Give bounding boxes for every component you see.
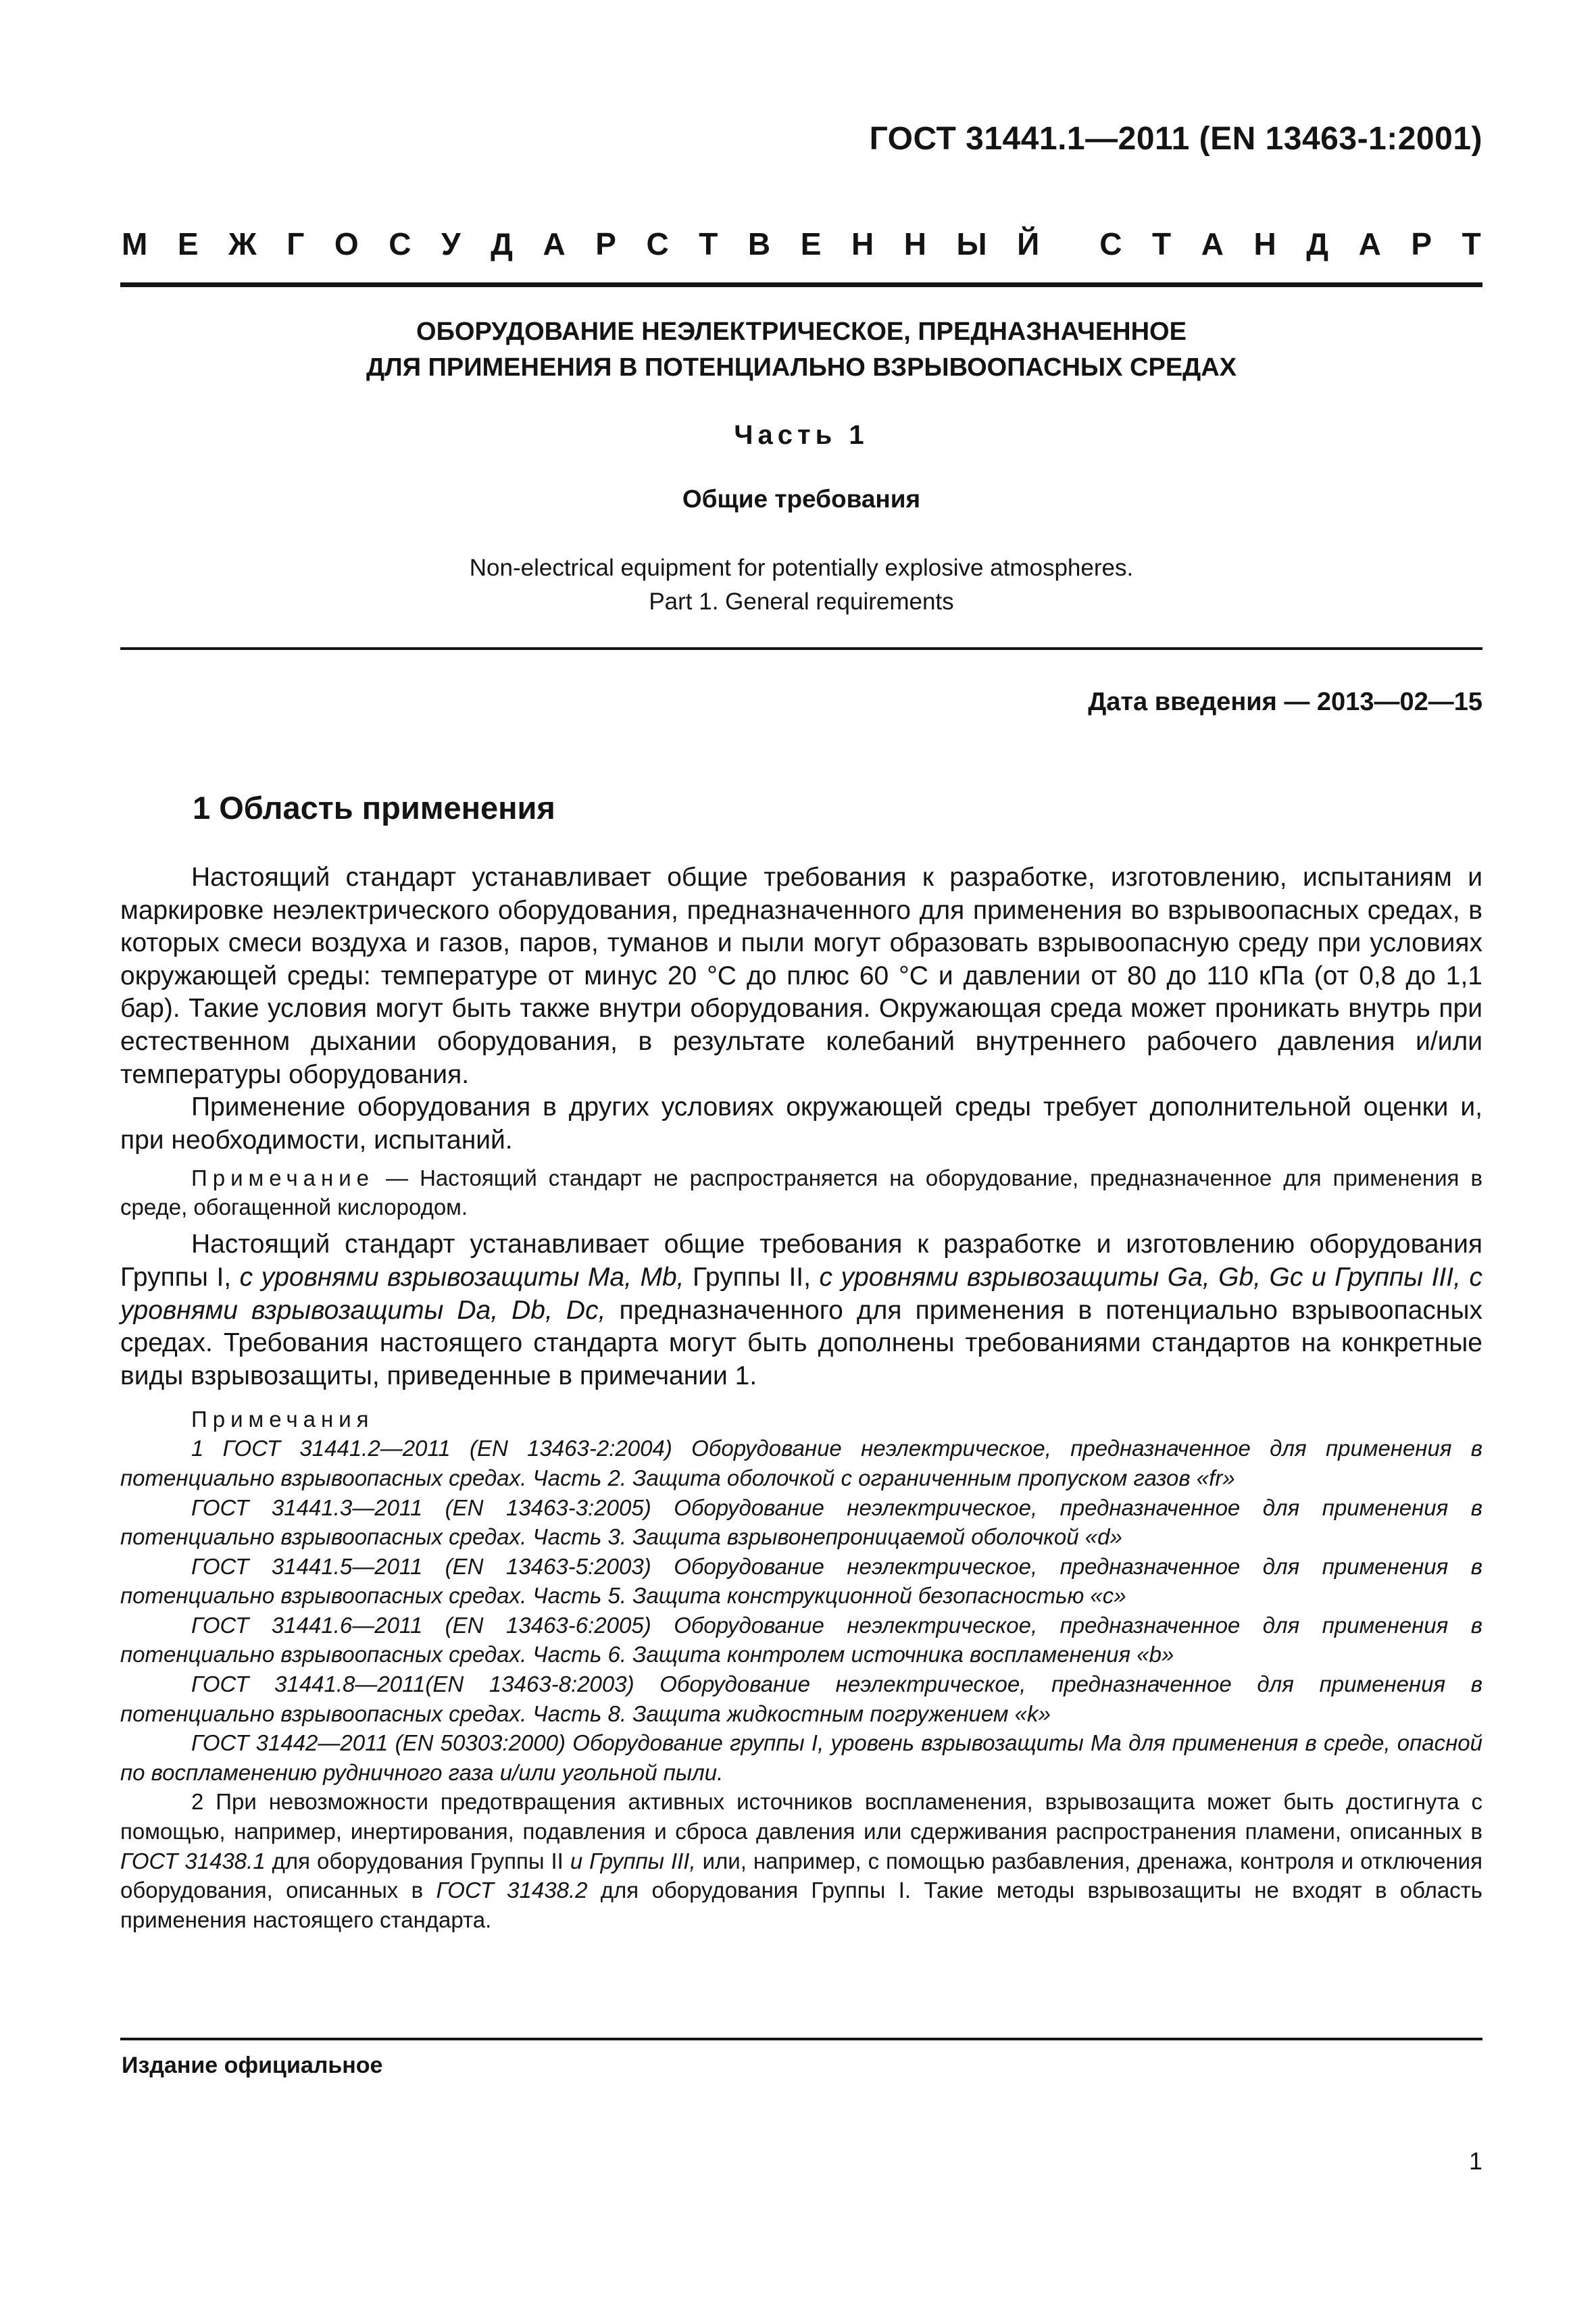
- paragraph: Настоящий стандарт устанавливает общие требования к разработке, изготовлению, испытаниям и маркировке неэлектрического оборудования, предназначенного для применения во взрывоопасных средах, в которых смеси воздуха и газов, паров, туманов и пыли могут образовать взрывоопасную среду при условиях окружающей среды: температуре от минус 20 °C до плюс 60 °C и давлении от 80 до 110 кПа (от 0,8 до 1,1 бар). Такие условия могут быть также внутри оборудования. Окружающая среда может проникать внутрь при естественном дыхании оборудования, в результате колебаний внутреннего рабочего давления и/или температуры оборудования.: [120, 863, 1482, 1089]
- paragraph: Применение оборудования в других условиях окружающей среды требует дополнительной оценки и, при необходимости, испытаний.: [120, 1092, 1482, 1155]
- banner-letter: Т: [1152, 226, 1172, 261]
- banner-letter: Н: [1253, 226, 1276, 261]
- reference-item: ГОСТ 31442—2011 (EN 50303:2000) Оборудование группы I, уровень взрывозащиты Ma для применения в среде, опасной по воспламенению рудничного газа и/или угольной пыли.: [120, 1730, 1482, 1785]
- banner-letter: А: [1201, 226, 1224, 261]
- gost-code: ГОСТ 31441.1—2011 (EN 13463-1:2001): [869, 121, 1482, 157]
- section-body: [120, 861, 1482, 1934]
- page-number: 1: [1468, 2147, 1482, 2175]
- reference-item: ГОСТ 31441.6—2011 (EN 13463-6:2005) Оборудование неэлектрическое, предназначенное для применения в потенциально взрывоопасных средах. Часть 6. Защита контролем источника воспламенения «b»: [120, 1612, 1482, 1667]
- note-text: — Настоящий стандарт не распространяется на оборудование, предназначенное для применения в среде, обогащенной кислородом.: [120, 1165, 1482, 1220]
- banner-letter: Д: [491, 226, 513, 261]
- banner-letter: А: [543, 226, 566, 261]
- english-title-line: Part 1. General requirements: [649, 588, 954, 615]
- text-run: 2 При невозможности предотвращения активных источников воспламенения, взрывозащита может быть достигнута с помощью, например, инертирования, подавления и сброса давления или сдерживания распространения пламени, описанных в: [120, 1789, 1482, 1844]
- reference-item: ГОСТ 31441.3—2011 (EN 13463-3:2005) Оборудование неэлектрическое, предназначенное для применения в потенциально взрывоопасных средах. Часть 3. Защита взрывонепроницаемой оболочкой «d»: [120, 1494, 1482, 1550]
- banner-letter: А: [1358, 226, 1381, 261]
- banner-letter: Т: [699, 226, 718, 261]
- banner-letter: М: [122, 226, 148, 261]
- english-title-line: Non-electrical equipment for potentially explosive atmospheres.: [469, 555, 1134, 581]
- text-run: или, например, с помощью разбавления, дренажа, контроля и отключения оборудования, описанных в: [120, 1848, 1482, 1903]
- banner-letter: Г: [286, 226, 305, 261]
- english-title: [120, 551, 1482, 619]
- title-line: ОБОРУДОВАНИЕ НЕЭЛЕКТРИЧЕСКОЕ, ПРЕДНАЗНАЧЕННОЕ: [416, 318, 1187, 346]
- banner-letter: Р: [1411, 226, 1432, 261]
- banner-letter: С: [646, 226, 669, 261]
- banner-letter: Н: [851, 226, 874, 261]
- footer-divider: [120, 2038, 1482, 2040]
- banner-letter: Й: [1017, 226, 1040, 261]
- banner-letter: Д: [1306, 226, 1329, 261]
- banner-letter: С: [1099, 226, 1122, 261]
- introduction-date: Дата введения — 2013—02—15: [1088, 688, 1482, 716]
- banner-letter: У: [441, 226, 461, 261]
- part-label: Часть 1: [734, 420, 869, 450]
- text-run: для оборудования Группы I. Такие методы взрывозащиты не входят в область применения настоящего стандарта.: [120, 1878, 1482, 1932]
- text-run: для оборудования Группы II: [265, 1848, 570, 1873]
- interstate-standard-banner: [122, 226, 1481, 262]
- section-heading: 1 Область применения: [193, 790, 555, 826]
- paragraph: [120, 1228, 1482, 1392]
- notes-heading: Примечания: [191, 1407, 374, 1432]
- note-label: Примечание: [191, 1165, 375, 1191]
- banner-letter: Р: [595, 226, 616, 261]
- header-divider: [120, 282, 1482, 287]
- subtitle: Общие требования: [682, 485, 921, 513]
- banner-letter: Т: [1462, 226, 1481, 261]
- text-run-italic: ГОСТ 31438.1: [120, 1848, 266, 1873]
- reference-item: ГОСТ 31441.8—2011(EN 13463-8:2003) Оборудование неэлектрическое, предназначенное для применения в потенциально взрывоопасных средах. Часть 8. Защита жидкостным погружением «k»: [120, 1671, 1482, 1726]
- banner-letter: Н: [903, 226, 926, 261]
- reference-item: ГОСТ 31441.5—2011 (EN 13463-5:2003) Оборудование неэлектрическое, предназначенное для применения в потенциально взрывоопасных средах. Часть 5. Защита конструкционной безопасностью «c»: [120, 1553, 1482, 1609]
- note-2: [120, 1787, 1482, 1934]
- banner-letter: Е: [800, 226, 822, 261]
- note: [120, 1163, 1482, 1222]
- text-run-italic: ГОСТ 31438.2: [436, 1878, 588, 1903]
- text-run-italic: с уровнями взрывозащиты Ga, Gb, Gc и Группы III, с уровнями взрывозащиты Da, Db, Dc,: [120, 1262, 1482, 1325]
- text-run: Группы II,: [684, 1262, 820, 1292]
- document-title: [120, 314, 1482, 386]
- banner-letter: Ж: [228, 226, 257, 261]
- title-line: ДЛЯ ПРИМЕНЕНИЯ В ПОТЕНЦИАЛЬНО ВЗРЫВООПАСНЫХ СРЕДАХ: [366, 353, 1237, 382]
- text-run-italic: и Группы III,: [570, 1848, 696, 1873]
- banner-letter: В: [747, 226, 771, 261]
- banner-letter: Е: [177, 226, 199, 261]
- text-run: предназначенного для применения в потенциально взрывоопасных средах. Требования настоящего стандарта могут быть дополнены требованиями стандартов на конкретные виды взрывозащиты, приведенные в примечании 1.: [120, 1295, 1482, 1390]
- banner-letter: Ы: [956, 226, 987, 261]
- text-run: Настоящий стандарт устанавливает общие требования к разработке и изготовлению оборудования Группы I,: [120, 1230, 1482, 1292]
- text-run-italic: с уровнями взрывозащиты Ma, Mb,: [239, 1262, 684, 1292]
- banner-letter: О: [334, 226, 359, 261]
- banner-letter: С: [389, 226, 412, 261]
- title-divider: [120, 647, 1482, 650]
- edition-label: Издание официальное: [122, 2053, 383, 2078]
- reference-item: 1 ГОСТ 31441.2—2011 (EN 13463-2:2004) Оборудование неэлектрическое, предназначенное для применения в потенциально взрывоопасных средах. Часть 2. Защита оболочкой с ограниченным пропуском газов «fr»: [120, 1436, 1482, 1490]
